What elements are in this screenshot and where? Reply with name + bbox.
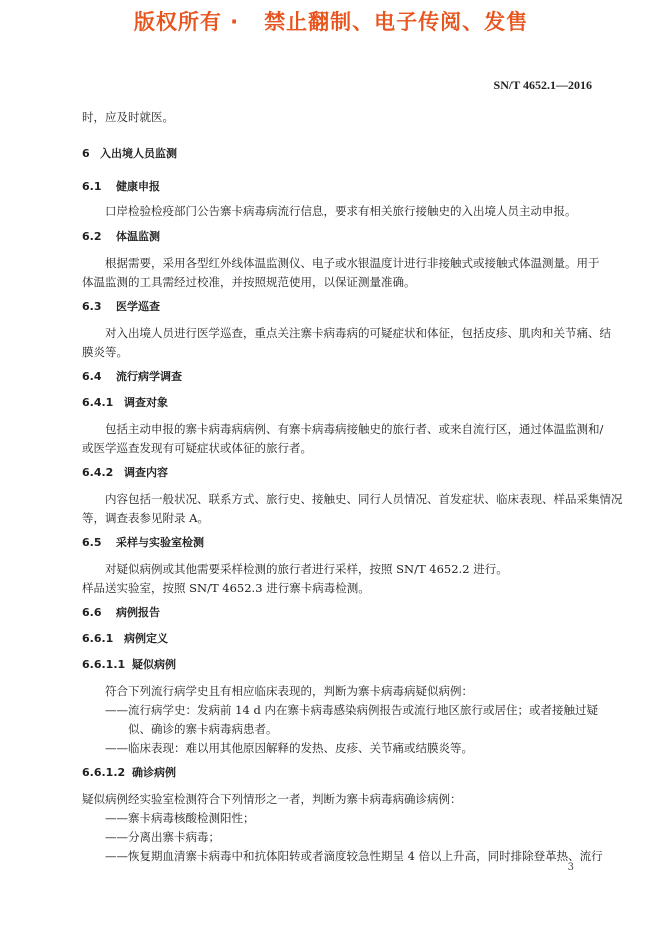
section-heading-6-5 [82, 536, 204, 550]
section-number: 6.4.2 [82, 466, 114, 479]
paragraph-line: 内容包括一般状况、联系方式、旅行史、接触史、同行人员情况、首发症状、临床表现、样品采集情况 [105, 492, 623, 506]
section-heading-6-6-1 [82, 632, 168, 646]
paragraph-line: 根据需要，采用各型红外线体温监测仪、电子或水银温度计进行非接触式或接触式体温测量。用于 [105, 256, 600, 270]
paragraph-line: 或医学巡查发现有可疑症状或体征的旅行者。 [82, 441, 312, 455]
section-heading-6-4-2 [82, 466, 168, 480]
standard-code: SN/T 4652.1—2016 [493, 78, 592, 92]
section-number: 6.3 [82, 300, 102, 313]
section-title: 入出境人员监测 [100, 147, 177, 160]
section-heading-6-3 [82, 300, 160, 314]
section-heading-6-2 [82, 230, 160, 244]
section-heading-6-1 [82, 180, 160, 194]
section-title: 确诊病例 [132, 766, 176, 779]
section-number: 6.1 [82, 180, 102, 193]
paragraph-line: 口岸检验检疫部门公告寨卡病毒病流行信息，要求有相关旅行接触史的入出境人员主动申报。 [105, 204, 577, 218]
section-title: 病例报告 [116, 606, 160, 619]
paragraph-line: 体温监测的工具需经过校准，并按照规范使用，以保证测量准确。 [82, 275, 416, 289]
section-title: 调查对象 [124, 396, 168, 409]
copyright-watermark: 版权所有 · 禁止翻制、电子传阅、发售 [133, 10, 529, 34]
paragraph-line: 对疑似病例或其他需要采样检测的旅行者进行采样，按照 SN/T 4652.2 进行。 [105, 562, 508, 576]
list-item: ——寨卡病毒核酸检测阳性； [105, 811, 255, 825]
section-title: 医学巡查 [116, 300, 160, 313]
paragraph-line: 等，调查表参见附录 A。 [82, 511, 209, 525]
paragraph-line: 疑似病例经实验室检测符合下列情形之一者，判断为寨卡病毒病确诊病例： [82, 792, 462, 806]
section-title: 病例定义 [124, 632, 168, 645]
section-title: 调查内容 [124, 466, 168, 479]
section-number: 6.6.1.1 [82, 658, 126, 671]
section-title: 流行病学调查 [116, 370, 182, 383]
section-title: 体温监测 [116, 230, 160, 243]
section-heading-6-6 [82, 606, 160, 620]
section-heading-6 [82, 147, 177, 161]
section-number: 6.6.1.2 [82, 766, 126, 779]
paragraph-line: 样品送实验室，按照 SN/T 4652.3 进行寨卡病毒检测。 [82, 581, 370, 595]
list-item: ——临床表现：难以用其他原因解释的发热、皮疹、关节痛或结膜炎等。 [105, 741, 473, 755]
section-heading-6-4 [82, 370, 182, 384]
section-title: 健康申报 [116, 180, 160, 193]
list-item: ——分离出寨卡病毒； [105, 830, 220, 844]
paragraph-line: 包括主动申报的寨卡病毒病病例、有寨卡病毒病接触史的旅行者、或来自流行区，通过体温监测和/ [105, 422, 604, 436]
list-item: ——流行病学史：发病前 14 d 内在寨卡病毒感染病例报告或流行地区旅行或居住；或者接触过疑 [105, 703, 598, 717]
section-heading-6-6-1-1 [82, 658, 176, 672]
section-number: 6.2 [82, 230, 102, 243]
page-number: 3 [567, 862, 574, 873]
paragraph-line: 膜炎等。 [82, 345, 128, 359]
section-title: 采样与实验室检测 [116, 536, 204, 549]
paragraph-line: 符合下列流行病学史且有相应临床表现的，判断为寨卡病毒病疑似病例： [105, 684, 473, 698]
section-title: 疑似病例 [132, 658, 176, 671]
paragraph-line: 对入出境人员进行医学巡查，重点关注寨卡病毒病的可疑症状和体征，包括皮疹、肌肉和关节痛、结 [105, 326, 611, 340]
section-number: 6.5 [82, 536, 102, 549]
list-item: ——恢复期血清寨卡病毒中和抗体阳转或者滴度较急性期呈 4 倍以上升高，同时排除登革热、流行 [105, 849, 603, 863]
section-number: 6.6.1 [82, 632, 114, 645]
paragraph-line: 时，应及时就医。 [82, 110, 174, 124]
list-item-continuation: 似、确诊的寨卡病毒病患者。 [128, 722, 278, 736]
section-number: 6.6 [82, 606, 102, 619]
section-heading-6-4-1 [82, 396, 168, 410]
section-number: 6.4 [82, 370, 102, 383]
section-number: 6.4.1 [82, 396, 114, 409]
section-number: 6 [82, 147, 90, 160]
section-heading-6-6-1-2 [82, 766, 176, 780]
